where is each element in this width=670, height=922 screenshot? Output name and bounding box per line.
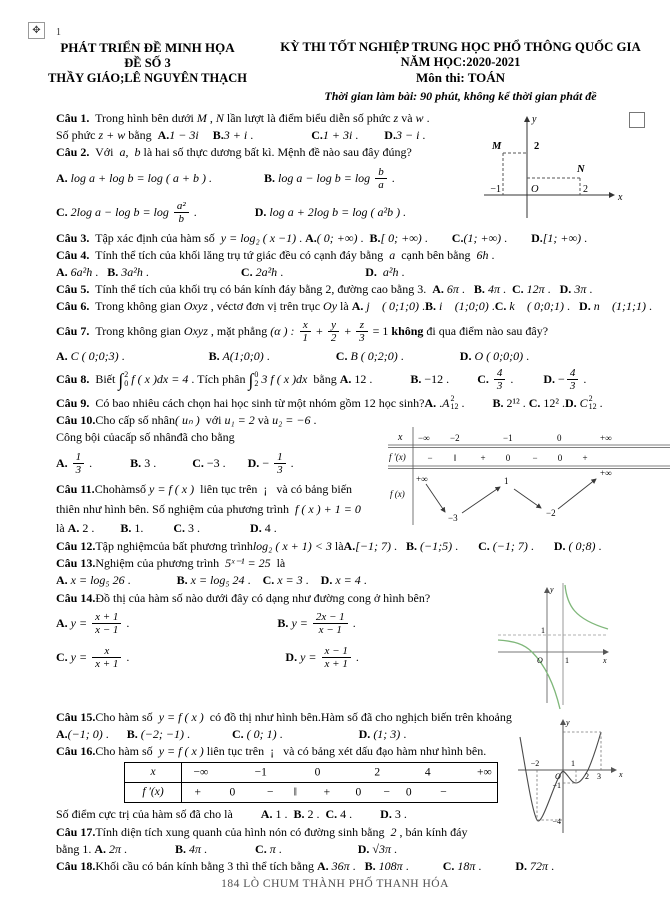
tick-2y: 2 (534, 141, 540, 152)
bbt-f-value: +∞ (416, 474, 428, 484)
sign-table-sign: 0 (405, 786, 412, 799)
question-line: Câu 2. Với a, b là hai số thực dương bất kì. Mệnh đề nào sau đây đúng? (56, 145, 412, 160)
sup-sub-symbol: A 2 12 (442, 394, 459, 412)
sign-table-sign: − (266, 786, 274, 799)
fraction: 4 3 (494, 367, 506, 392)
question-line: Câu 9. Có bao nhiêu cách chọn hai học sinh từ một nhóm gồm 12 học sinh?A. . A 2 12 . B. 2¹² . C. 12² .D. C 2 12 . (56, 394, 603, 412)
fraction: $\frac{x}{x + 1}$ (92, 645, 121, 670)
question-line: Câu 3. Tập xác định của hàm số y = log₂ ( x −1) . A.( 0; +∞) . B.[ 0; +∞) . C.(1; +∞) . D.[1; +∞) . (56, 230, 588, 245)
question-line: C. y = $\frac{x}{x + 1}$ . D. y = $\frac{x - 1}{x + 1}$ . (56, 645, 359, 671)
tick-2x: 2 (583, 184, 588, 195)
fraction: x 1 (300, 319, 312, 344)
question-line: A. log a + log b = log ( a + b ) . B. log a − log b = log b a . (56, 166, 395, 192)
x-axis-label: x (603, 656, 607, 665)
point-M-label: M (492, 141, 502, 152)
sign-table-x-value: 2 (374, 766, 381, 779)
question-line: Câu 15.Cho hàm số y = f ( x ) có đồ thị như hình bên.Hàm số đã cho nghịch biến trên khoảng (56, 709, 512, 724)
question-line: Câu 13.Nghiệm của phương trình 5ˣ⁻¹ = 25 là (56, 556, 286, 571)
integral: ∫ 0 2 (248, 369, 259, 390)
question-line: Số điểm cực trị của hàm số đã cho là A. 1 . B. 2 . C. 4 . D. 3 . (56, 807, 407, 822)
y-axis-label: y (566, 718, 570, 727)
header-right-block (255, 40, 666, 104)
sup-sub-symbol: C 2 12 (579, 394, 597, 412)
sign-table-sign: − (383, 786, 390, 799)
curve-branch-right (565, 585, 608, 629)
header (40, 40, 666, 104)
y-axis-label: y (550, 585, 554, 594)
bbt-x-value: 0 (557, 433, 562, 443)
question-line: A. 1 3 . B. 3 . C. −3 . D. − $\frac{1}{3}$ . (56, 450, 294, 476)
quartic-figure (516, 713, 631, 838)
fraction: $\frac{z}{3}$ (356, 319, 368, 344)
bbt-sign: + (480, 453, 486, 463)
sign-table-sign: 0 (355, 786, 362, 799)
bbt-sign: 0 (557, 453, 563, 463)
sign-table-x-value: −1 (254, 766, 267, 779)
point-N-label: N (577, 164, 585, 175)
question-12 (56, 538, 670, 555)
question-line: Câu 5. Tính thể tích của khối trụ có bán kính đáy bằng 2, đường cao bằng 3. A. 6π . B. 4π . C. 12π . D. 3π . (56, 282, 593, 297)
sign-table-cells (182, 763, 497, 782)
bbt-sign: + (582, 453, 588, 463)
question-9 (56, 395, 670, 412)
fraction: $\frac{1}{3}$ (274, 451, 286, 476)
question-line: Câu 7. Trong không gian Oxyz , mặt phẳng (α ) : x 1 + $\frac{y}{2}$ + $\frac{z}{3}$ = 1 không đi qua điểm nào sau đây? (56, 319, 549, 345)
sign-table-x-label: x (125, 763, 182, 782)
header-left-line-1: PHÁT TRIỂN ĐỀ MINH HỌA (60, 40, 235, 55)
question-line: Câu 1. Trong hình bên dưới M , N lần lượt là điểm biểu diễn số phức z và w . (56, 111, 430, 125)
question-line: A. x = log₅ 26 . B. x = log₅ 24 . C. x = 3 . D. x = 4 . (56, 573, 367, 588)
page-number: 1 (56, 27, 61, 38)
bbt-sign: − (427, 453, 433, 463)
origin-label: O (537, 656, 543, 665)
bbt-arrow-up (462, 487, 500, 513)
fraction: 1 3 (73, 451, 85, 476)
question-line: Câu 16.Cho hàm số y = f ( x ) liên tục trên ¡ và có bảng xét dấu đạo hàm như hình bên. (56, 744, 487, 759)
question-18 (56, 858, 670, 875)
question-line: Câu 6. Trong không gian Oxyz , véctơ đơn vị trên trục Oy là A. j⃗ ( 0;1;0) .B. i⃗ (1;0;0) .C. k⃗ ( 0;0;1) . D. n⃗ (1;1;1) . (56, 299, 653, 314)
sign-table-sign: + (323, 786, 331, 799)
fraction: b a (375, 166, 387, 191)
tick-minus2: −2 (530, 759, 540, 768)
question-line: là A. 2 . B. 1. C. 3 . D. 4 . (56, 520, 277, 535)
bbt-f-value: +∞ (600, 468, 612, 478)
header-left-block (40, 40, 255, 104)
bbt-f-value: 1 (504, 476, 509, 486)
move-handle-icon[interactable]: ✥ (28, 22, 45, 39)
tick-1: 1 (571, 759, 575, 768)
bbt-sign: 0 (505, 453, 511, 463)
tick-1y: 1 (541, 626, 545, 635)
bbt-x-value: +∞ (600, 433, 612, 443)
question-6 (56, 298, 670, 315)
question-line: Câu 10.Cho cấp số nhân( uₙ ) với u₁ = 2 và u₂ = −6 . (56, 413, 317, 428)
tick-minus4: −4 (552, 817, 561, 826)
bbt-sign: ‖ (453, 453, 457, 463)
question-line: Câu 11.Chohàmsố y = f ( x ) liên tục trên ¡ và có bảng biến (56, 482, 353, 497)
question-line: bằng 1. A. 2π . B. 4π . C. π . D. √3π . (56, 841, 398, 856)
question-line: A.(−1; 0) . B. (−2; −1) . C. ( 0; 1) . D. (1; 3) . (56, 727, 407, 742)
sign-table-cells (182, 783, 497, 802)
question-line: C. 2log a − log b = log a² b . D. log a + 2log b = log ( a²b ) . (56, 200, 407, 226)
fraction: $\frac{2x - 1}{x - 1}$ (313, 611, 348, 636)
sign-table-x-value: −∞ (193, 766, 209, 779)
fraction: $\frac{4}{3}$ (567, 367, 579, 392)
hyperbola-figure (496, 583, 616, 716)
question-8 (56, 365, 670, 395)
x-axis-label: x (619, 770, 623, 779)
header-left-line-3: THẦY GIÁO;LÊ NGUYÊN THẠCH (48, 71, 247, 85)
question-line: Câu 4. Tính thể tích của khối lăng trụ tứ giác đều có cạnh đáy bằng a cạnh bên bằng 6h . (56, 247, 495, 262)
question-line: Công bội củacấp số nhânđã cho bằng (56, 430, 235, 445)
sign-table-sign: 0 (229, 786, 236, 799)
bbt-arrow-up (558, 479, 596, 509)
bbt-x-value: −2 (450, 433, 460, 443)
sign-table-row (125, 763, 497, 782)
subject: Môn thi: TOÁN (415, 70, 506, 85)
question-line: Câu 8. Biết ∫ 2 0 f ( x )dx = 4 . Tích phân ∫ 0 2 3 f ( x )dx bằng A. 12 . B. −12 . C. 4 3 . D. − $\frac{4}{3}$ . (56, 367, 587, 393)
sign-table-sign: ‖ (293, 786, 298, 799)
tick-minus1: −1 (490, 184, 501, 195)
bbt-arrow-down (514, 489, 541, 508)
exam-title: KỲ THI TỐT NGHIỆP TRUNG HỌC PHỔ THÔNG QUỐC GIA (280, 40, 641, 54)
sign-table-x-value: 4 (424, 766, 431, 779)
question-5 (56, 281, 670, 298)
bbt-x-value: −1 (503, 433, 513, 443)
header-left-line-2: ĐỀ SỐ 3 (124, 56, 171, 70)
question-line: A. 6a²h . B. 3a²h . C. 2a²h . D. a²h . (56, 265, 405, 280)
sign-table-sign: + (194, 786, 201, 799)
empty-checkbox (629, 112, 645, 128)
sign-table-row (125, 782, 497, 802)
bbt-arrow-down (426, 484, 445, 512)
tick-1x: 1 (565, 656, 569, 665)
origin-label: O (555, 772, 561, 781)
bbt-sign: − (532, 453, 538, 463)
integral: ∫ 2 0 (118, 369, 129, 390)
bbt-f1-label: f ′(x) (389, 452, 406, 462)
question-line: A. C ( 0;0;3) . B. A(1;0;0) . C. B ( 0;2;0) . D. O ( 0;0;0) . (56, 348, 530, 363)
sign-table-x-value: +∞ (477, 766, 492, 779)
sign-table-f-label: f ′(x) (125, 783, 182, 802)
y-axis-label: y (532, 114, 537, 125)
variation-table-figure (388, 427, 670, 525)
tick-2: 2 (585, 772, 589, 781)
question-line: A. y = $\frac{x + 1}{x - 1}$ . B. y = $\frac{2x - 1}{x - 1}$ . (56, 611, 356, 637)
fraction: $\frac{x + 1}{x - 1}$ (92, 611, 121, 636)
school-year: NĂM HỌC:2020-2021 (400, 55, 521, 69)
fraction: a² b (174, 200, 189, 225)
fraction: $\frac{y}{2}$ (328, 319, 340, 344)
bbt-f-value: −2 (546, 508, 556, 518)
tick-3: 3 (597, 772, 601, 781)
curve-branch-left (498, 640, 560, 709)
bbt-f-value: −3 (448, 513, 458, 523)
bbt-x-label: x (398, 432, 403, 443)
x-axis-label: x (618, 192, 623, 203)
bbt-f2-label: f (x) (390, 489, 405, 499)
sign-table (124, 762, 498, 803)
question-4 (56, 247, 670, 281)
question-3 (56, 230, 670, 247)
footer-address: 184 LÒ CHUM THÀNH PHỐ THANH HÓA (221, 878, 449, 890)
bbt-x-value: −∞ (418, 433, 430, 443)
question-line: Câu 17.Tính diện tích xung quanh của hình nón có đường sinh bằng 2 , bán kính đáy (56, 824, 468, 839)
question-line: thiên như hình bên. Số nghiệm của phương trình f ( x ) + 1 = 0 (56, 501, 361, 516)
origin-label: O (531, 184, 539, 195)
sign-table-x-value: 0 (314, 766, 321, 779)
question-7 (56, 316, 670, 365)
question-line: Câu 12.Tập nghiệmcủa bất phương trìnhlog₂ ( x + 1) < 3 làA.[−1; 7) . B. (−1;5) . C. (−1; 7) . D. ( 0;8) . (56, 539, 602, 554)
question-line: Số phức z + w bằng A.1 − 3i B.3 + i . C.1 + 3i . D.3 − i . (56, 128, 426, 143)
question-line: Câu 14.Đồ thị của hàm số nào dưới đây có dạng như đường cong ở hình bên? (56, 590, 431, 605)
complex-plane-figure (478, 108, 628, 223)
tick-minus1: −1 (552, 781, 561, 790)
question-line: Câu 18.Khối cầu có bán kính bằng 3 thì thể tích bằng A. 36π . B. 108π . C. 18π . D. 72π . (56, 859, 555, 874)
time-note: Thời gian làm bài: 90 phút, không kể thời gian phát đề (324, 89, 597, 103)
fraction: $\frac{x - 1}{x + 1}$ (322, 645, 351, 670)
sign-table-sign: − (440, 786, 447, 799)
